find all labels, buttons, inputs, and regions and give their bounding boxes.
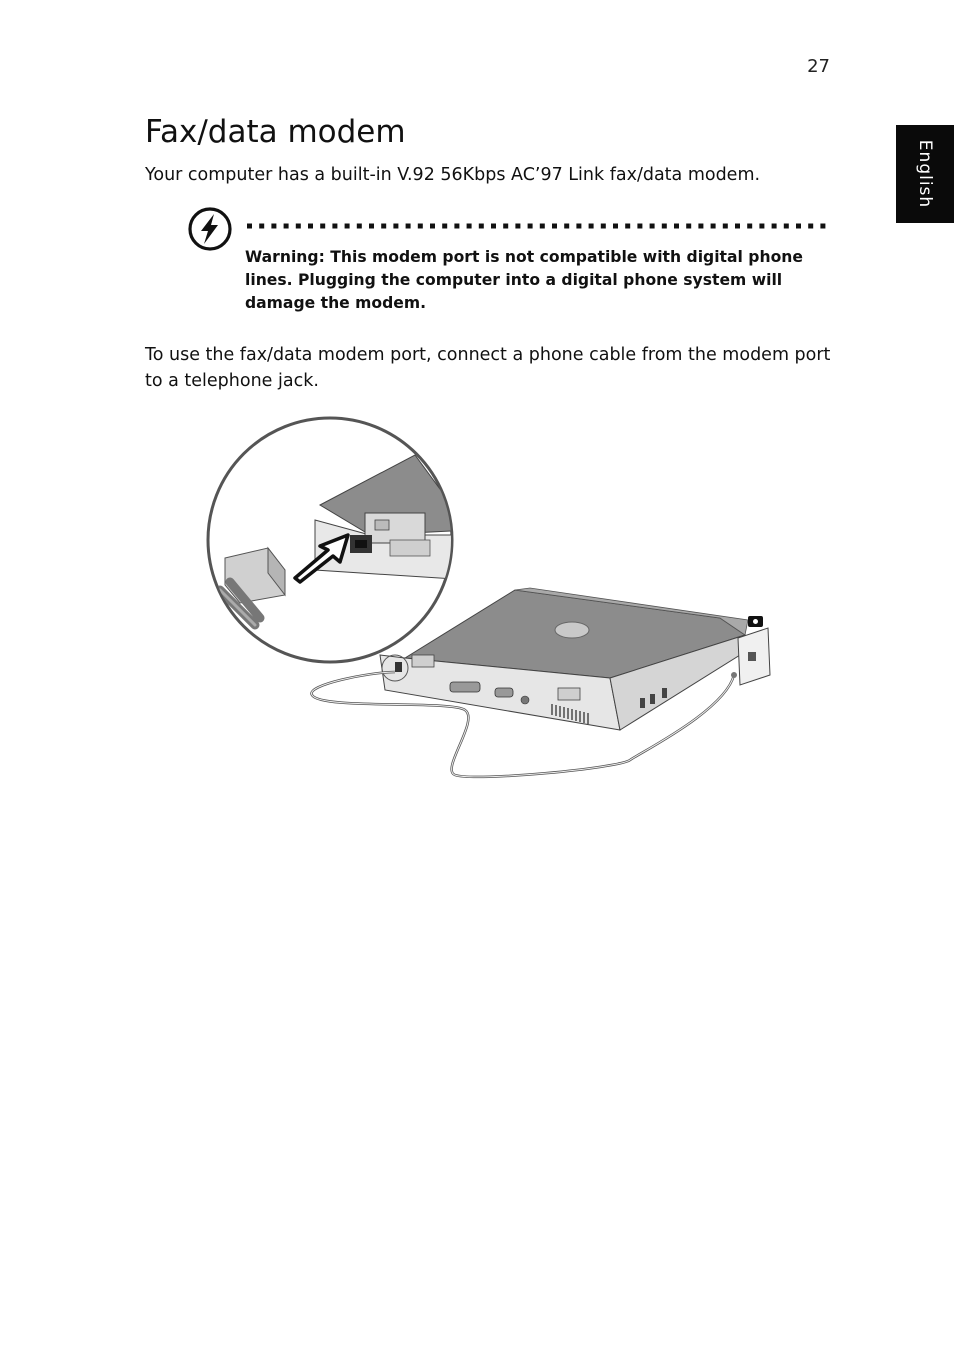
laptop [380,588,748,730]
magnified-port-circle [208,418,470,662]
section-title: Fax/data modem [145,114,406,150]
warning-dotted-rule [245,222,833,230]
page-number: 27 [807,56,830,77]
language-tab-label: English [915,139,935,209]
telephone-icon [748,616,763,627]
modem-connection-illustration [200,410,800,790]
instruction-paragraph: To use the fax/data modem port, connect a phone cable from the modem port to a telephone jack. [145,345,831,391]
language-tab [896,125,954,223]
lightning-bolt-icon [187,206,233,252]
intro-paragraph: Your computer has a built-in V.92 56Kbps AC’97 Link fax/data modem. [145,165,761,185]
warning-text: Warning: This modem port is not compatible with digital phone lines. Plugging the computer into a digital phone system will damage the modem. [245,248,803,312]
